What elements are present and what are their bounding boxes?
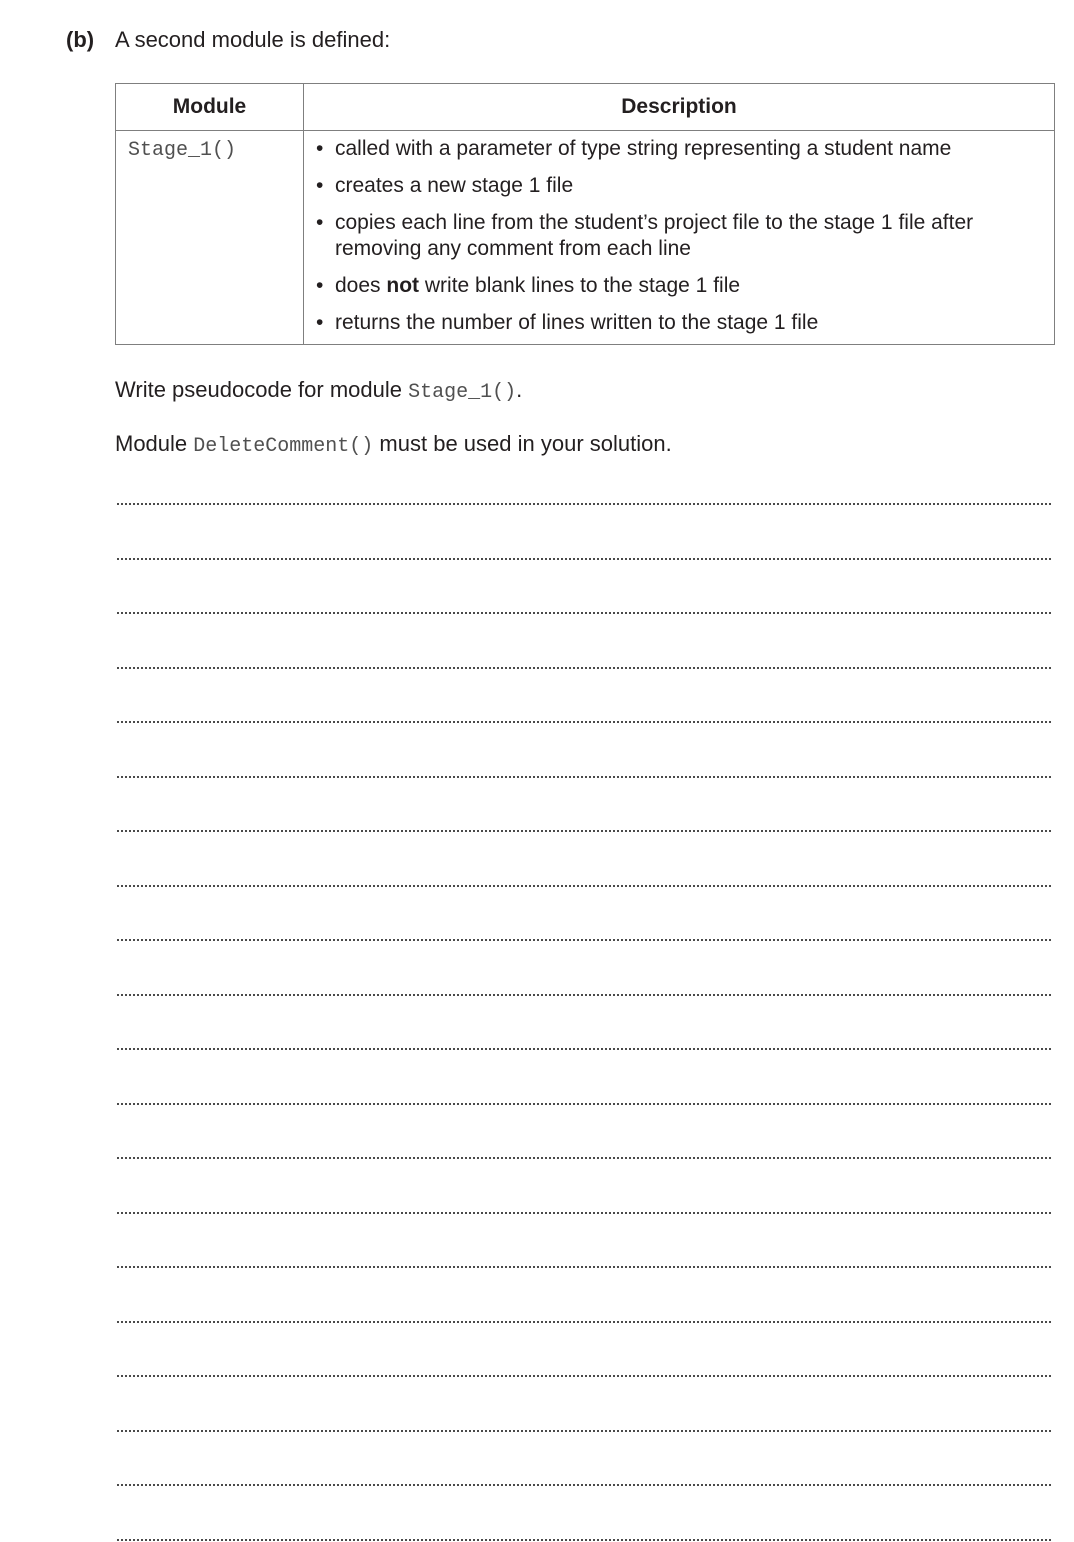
module-name-code: Stage_1() [408,381,517,404]
answer-line[interactable] [117,612,1051,614]
emphasis-text: not [386,274,420,297]
bullet-icon: • [316,174,324,197]
bullet-text: does [335,274,387,297]
module-name-cell: Stage_1() [116,131,304,345]
answer-line[interactable] [117,1266,1051,1268]
answer-line[interactable] [117,1430,1051,1432]
answer-line[interactable] [117,1375,1051,1377]
answer-area[interactable] [117,0,1051,1542]
question-label: (b) [66,27,95,52]
description-column-header: Description [304,84,1055,131]
answer-line[interactable] [117,1212,1051,1214]
bullet-icon: • [316,274,324,297]
answer-line[interactable] [117,1321,1051,1323]
answer-line[interactable] [117,885,1051,887]
bullet-text: copies each line from the student’s project file to the stage 1 file after removing any comment from each line [335,211,974,260]
answer-line[interactable] [117,721,1051,723]
bullet-icon: • [316,137,324,160]
question-text: A second module is defined: [115,27,391,52]
bullet-icon: • [316,211,324,234]
answer-line[interactable] [117,667,1051,669]
answer-line[interactable] [117,776,1051,778]
answer-line[interactable] [117,939,1051,941]
bullet-icon: • [316,311,324,334]
module-column-header: Module [116,84,304,131]
answer-line[interactable] [117,558,1051,560]
bullet-text: returns the number of lines written to the stage 1 file [335,311,819,334]
bullet-text: called with a parameter of type string representing a student name [335,137,952,160]
bullet-text: write blank lines to the stage 1 file [419,274,741,297]
answer-line[interactable] [117,830,1051,832]
instruction-text: must be used in your solution. [373,431,672,456]
answer-line[interactable] [117,1539,1051,1541]
instruction-text: Module [115,431,194,456]
answer-line[interactable] [117,503,1051,505]
answer-line[interactable] [117,1048,1051,1050]
answer-line[interactable] [117,994,1051,996]
answer-line[interactable] [117,1484,1051,1486]
instruction-text: Write pseudocode for module [115,377,409,402]
instruction-text: . [516,377,523,402]
bullet-text: creates a new stage 1 file [335,174,574,197]
answer-line[interactable] [117,1103,1051,1105]
answer-line[interactable] [117,1157,1051,1159]
module-name-code: DeleteComment() [193,435,374,458]
